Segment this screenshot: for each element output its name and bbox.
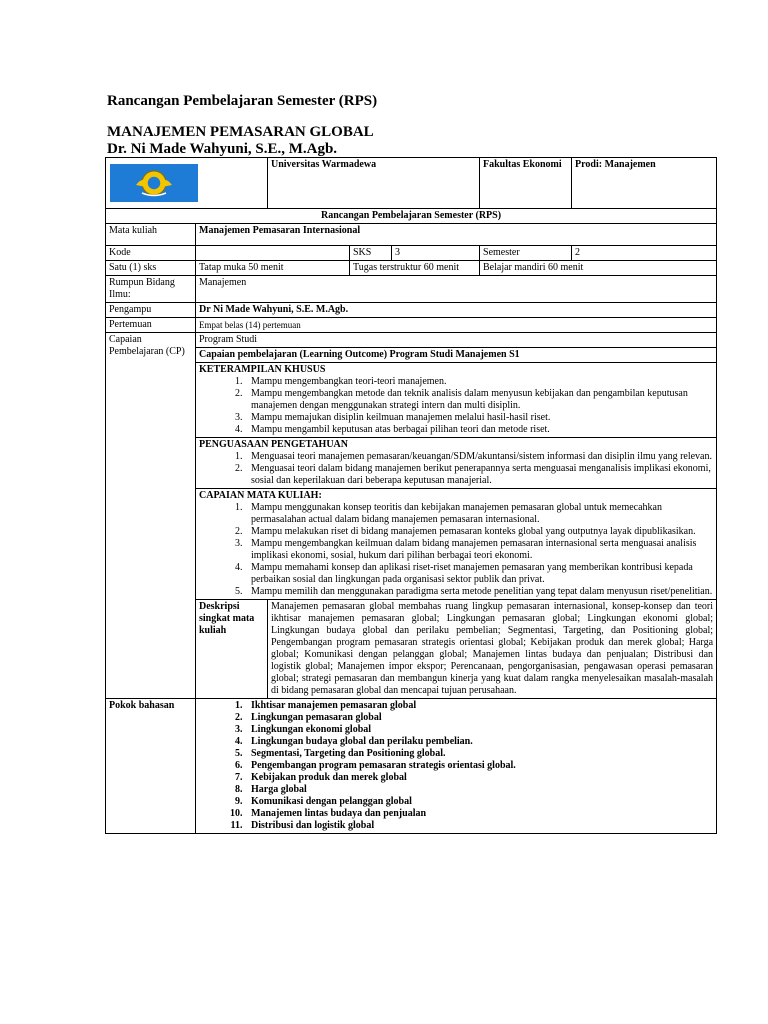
belajar-mandiri: Belajar mandiri 60 menit [480, 261, 717, 276]
pokok-bahasan-list [199, 700, 713, 832]
university-name: Universitas Warmadewa [268, 158, 480, 209]
list-item: 1. Menguasai teori manajemen pemasaran/keuangan/SDM/akuntansi/sistem informasi dan disiplin ilmu yang relevan. [245, 451, 713, 463]
list-item: 1. Mampu menggunakan konsep teoritis dan kebijakan manajemen pemasaran global untuk memecahkan permasalahan actual dalam bidang manajemen pemasaran internasional. [245, 502, 713, 526]
keterampilan-section [196, 363, 717, 438]
list-item: 1. Ikhtisar manajemen pemasaran global [245, 700, 713, 712]
list-item: 10. Manajemen lintas budaya dan penjualan [245, 808, 713, 820]
list-item: 11. Distribusi dan logistik global [245, 820, 713, 832]
list-item: 2. Mampu mengembangkan metode dan teknik analisis dalam menyusun kebijakan dan pengambilan keputusan manajemen dengan menggunakan strategi intern dan multi disiplin. [245, 388, 713, 412]
logo-cell [106, 158, 268, 209]
list-item: 2. Mampu melakukan riset di bidang manajemen pemasaran konteks global yang outputnya layak dipublikasikan. [245, 526, 713, 538]
list-item: 7. Kebijakan produk dan merek global [245, 772, 713, 784]
pengetahuan-list [199, 451, 713, 487]
list-item: 3. Mampu mengembangkan keilmuan dalam bidang manajemen pemasaran internasional serta menguasai analisis implikasi ekonomi, sosial, hukum dari pilihan berbagai teori ekonomi. [245, 538, 713, 562]
deskripsi-value: Manajemen pemasaran global membahas ruang lingkup pemasaran internasional, konsep-konsep dan teori ikhtisar manajemen pemasaran global; Lingkungan pemasaran global; Lingkungan ekonomi global; Lingkungan budaya global dan perilaku pembelian; Segmentasi, Targeting, dan Positioning global; Pengembangan program pemasaran strategis orientasi global; Kebijakan produk dan merek global; Harga global; Komunikasi dengan pelanggan global; Manajemen lintas budaya dan penjualan; Distribusi dan logistik global; Manajemen impor ekspor; Perencanaan, pengorganisasian, pengawasan operasi pemasaran global; strategi pemasaran dan membangun kinerja yang kuat dalam rangka menyelesaikan masalah-masalah di bidang pemasaran global dan mencapai tujuan perusahaan. [268, 600, 717, 699]
rps-subtitle: Rancangan Pembelajaran Semester (RPS) [106, 209, 717, 224]
header-row [106, 158, 717, 209]
sks-value: 3 [392, 246, 480, 261]
list-item: 4. Mampu memahami konsep dan aplikasi riset-riset manajemen pemasaran yang memberikan kontribusi kepada perbaikan sosial dan lingkungan pada organisasi sektor publik dan privat. [245, 562, 713, 586]
pokok-bahasan-section [196, 699, 717, 834]
rumpun-value: Manajemen [196, 276, 717, 303]
list-item: 1. Mampu mengembangkan teori-teori manajemen. [245, 376, 713, 388]
pengampu-value: Dr Ni Made Wahyuni, S.E. M.Agb. [196, 303, 717, 318]
pengetahuan-section [196, 438, 717, 489]
keterampilan-list [199, 376, 713, 436]
list-item: 4. Lingkungan budaya global dan perilaku pembelian. [245, 736, 713, 748]
pengampu-label: Pengampu [106, 303, 196, 318]
satu-sks-label: Satu (1) sks [106, 261, 196, 276]
semester-value: 2 [572, 246, 717, 261]
deskripsi-label: Deskripsi singkat mata kuliah [196, 600, 268, 699]
keterampilan-heading: KETERAMPILAN KHUSUS [199, 364, 326, 375]
capaian-mk-list [199, 502, 713, 598]
list-item: 8. Harga global [245, 784, 713, 796]
pertemuan-label: Pertemuan [106, 318, 196, 333]
list-item: 6. Pengembangan program pemasaran strategis orientasi global. [245, 760, 713, 772]
rps-table [105, 157, 717, 834]
list-item: 5. Segmentasi, Targeting dan Positioning global. [245, 748, 713, 760]
program-studi-label: Program Studi [196, 333, 717, 348]
mata-kuliah-value: Manajemen Pemasaran Internasional [196, 224, 717, 246]
cp-heading: Capaian pembelajaran (Learning Outcome) Program Studi Manajemen S1 [196, 348, 717, 363]
list-item: 3. Mampu memajukan disiplin keilmuan manajemen melalui hasil-hasil riset. [245, 412, 713, 424]
pokok-bahasan-label: Pokok bahasan [106, 699, 196, 834]
pengetahuan-heading: PENGUASAAN PENGETAHUAN [199, 439, 348, 450]
course-name: MANAJEMEN PEMASARAN GLOBAL [107, 124, 374, 140]
pertemuan-value: Empat belas (14) pertemuan [196, 318, 717, 333]
faculty-name: Fakultas Ekonomi [480, 158, 572, 209]
mata-kuliah-label: Mata kuliah [106, 224, 196, 246]
course-heading [107, 124, 374, 158]
kode-value [196, 246, 350, 261]
university-emblem-icon [110, 164, 198, 202]
semester-label: Semester [480, 246, 572, 261]
list-item: 2. Menguasai teori dalam bidang manajemen berikut penerapannya serta menguasai menganalisis implikasi ekonomi, sosial dan keperilakuan dari beberapa keputusan manajerial. [245, 463, 713, 487]
prodi-name: Prodi: Manajemen [572, 158, 717, 209]
tatap-muka: Tatap muka 50 menit [196, 261, 350, 276]
rumpun-label: Rumpun Bidang Ilmu: [106, 276, 196, 303]
capaian-mk-section [196, 489, 717, 600]
cp-label: Capaian Pembelajaran (CP) [106, 333, 196, 699]
capaian-mk-heading: CAPAIAN MATA KULIAH: [199, 490, 322, 501]
list-item: 9. Komunikasi dengan pelanggan global [245, 796, 713, 808]
list-item: 3. Lingkungan ekonomi global [245, 724, 713, 736]
lecturer-name: Dr. Ni Made Wahyuni, S.E., M.Agb. [107, 141, 338, 157]
list-item: 5. Mampu memilih dan menggunakan paradigma serta metode penelitian yang tepat dalam menyusun riset/penelitian. [245, 586, 713, 598]
kode-label: Kode [106, 246, 196, 261]
list-item: 4. Mampu mengambil keputusan atas berbagai pilihan teori dan metode riset. [245, 424, 713, 436]
sks-label: SKS [350, 246, 392, 261]
document-title: Rancangan Pembelajaran Semester (RPS) [107, 93, 378, 109]
tugas-terstruktur: Tugas terstruktur 60 menit [350, 261, 480, 276]
list-item: 2. Lingkungan pemasaran global [245, 712, 713, 724]
